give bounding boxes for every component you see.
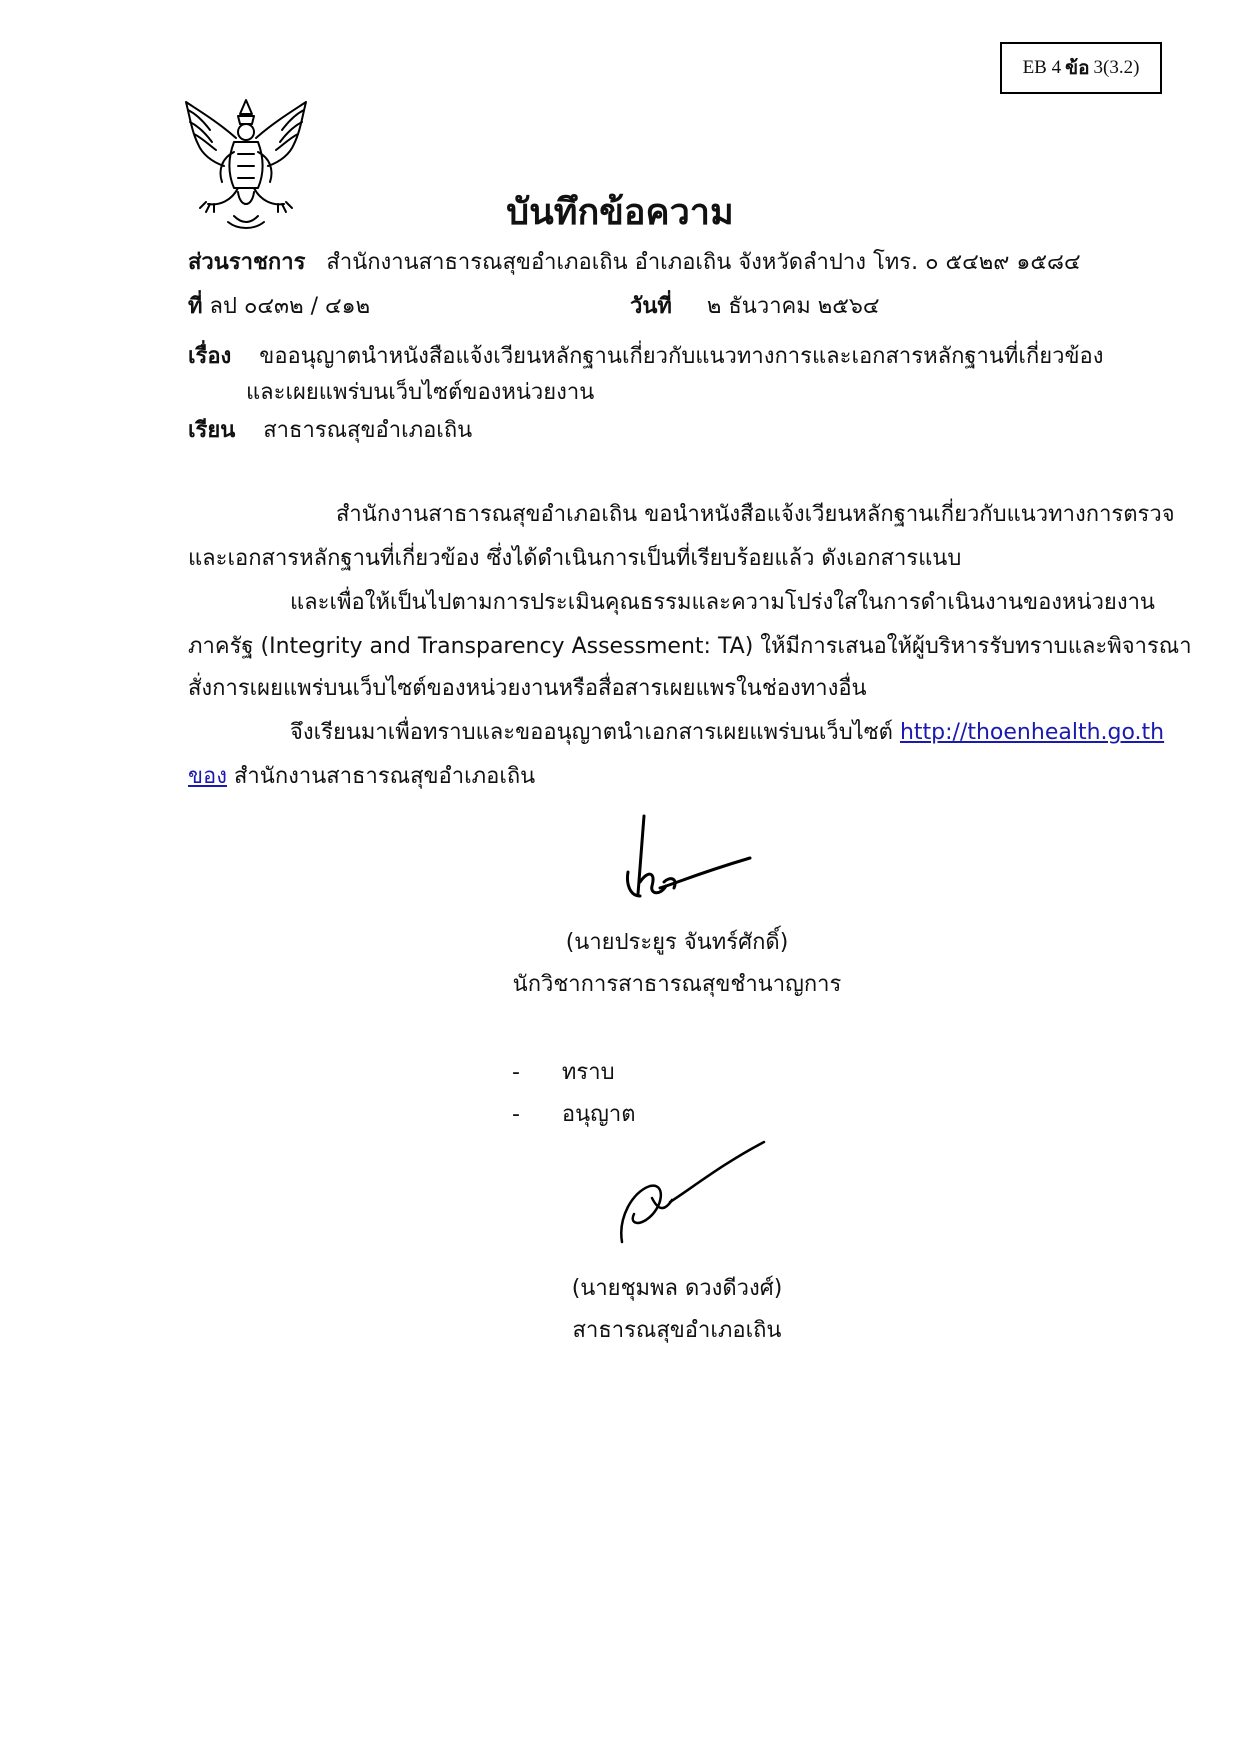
to-value: สาธารณสุขอำเภอเถิน (263, 418, 473, 443)
body-p3-line1 (290, 718, 1164, 748)
doc-number-label: ที่ (188, 294, 203, 319)
date-label: วันที่ (630, 294, 672, 319)
body-p3-line2 (188, 762, 535, 792)
signer2-name: (นายชุมพล ดวงดีวงศ์) (571, 1276, 783, 1301)
signer2-position: สาธารณสุขอำเภอเถิน (572, 1318, 782, 1343)
body-p1-line1: สำนักงานสาธารณสุขอำเภอเถิน ขอนำหนังสือแจ้งเวียนหลักฐานเกี่ยวกับแนวทางการตรวจ (336, 502, 1175, 527)
doc-number-value: ลป ๐๔๓๒ / ๔๑๒ (209, 294, 371, 319)
body-p2-line1: และเพื่อให้เป็นไปตามการประเมินคุณธรรมและความโปร่งใสในการดำเนินงานของหน่วยงาน (290, 590, 1155, 615)
date-row (630, 292, 880, 322)
website-link-continued[interactable]: ของ (188, 764, 227, 789)
decision-item (512, 1100, 636, 1130)
website-link[interactable]: http://thoenhealth.go.th (899, 720, 1165, 745)
subject-row (188, 342, 1104, 372)
body-p3-text: จึงเรียนมาเพื่อทราบและขออนุญาตนำเอกสารเผยแพร่บนเว็บไซต์ (290, 720, 893, 745)
subject-line-2: และเผยแพร่บนเว็บไซต์ของหน่วยงาน (246, 380, 595, 405)
decision-text: ทราบ (561, 1060, 615, 1085)
body-p1-line2: และเอกสารหลักฐานที่เกี่ยวข้อง ซึ่งได้ดำเนินการเป็นที่เรียบร้อยแล้ว ดังเอกสารแนบ (188, 546, 962, 571)
decision-bullet: - (512, 1102, 520, 1127)
signer2-position-row (0, 1316, 1240, 1346)
subject-label: เรื่อง (188, 344, 232, 369)
signer1-name-row (0, 928, 1240, 958)
signer1-position: นักวิชาการสาธารณสุขชำนาญการ (512, 972, 842, 997)
signer2-name-row (0, 1274, 1240, 1304)
ref-prefix: EB 4 (1022, 57, 1062, 78)
decision-text: อนุญาต (561, 1102, 636, 1127)
body-p3-agency: สำนักงานสาธารณสุขอำเภอเถิน (234, 764, 536, 789)
reference-box (1000, 42, 1162, 94)
agency-row (188, 248, 1081, 278)
decision-item (512, 1058, 615, 1088)
subject-line-1: ขออนุญาตนำหนังสือแจ้งเวียนหลักฐานเกี่ยวกับแนวทางการและเอกสารหลักฐานที่เกี่ยวข้อง (259, 344, 1104, 369)
body-p2-line2: ภาครัฐ (Integrity and Transparency Assessment: TA) ให้มีการเสนอให้ผู้บริหารรับทราบและพิจารณา (188, 634, 1192, 659)
signature-2 (612, 1138, 772, 1248)
signer1-position-row (0, 970, 1240, 1000)
signer1-name: (นายประยูร จันทร์ศักดิ์) (565, 930, 789, 955)
decision-bullet: - (512, 1060, 520, 1085)
ref-suffix: 3(3.2) (1093, 57, 1140, 78)
document-title: บันทึกข้อความ (506, 192, 734, 233)
body-p2-line3: สั่งการเผยแพร่บนเว็บไซต์ของหน่วยงานหรือสื่อสารเผยแพรในช่องทางอื่น (188, 676, 867, 701)
agency-label: ส่วนราชการ (188, 250, 306, 275)
to-row (188, 416, 472, 446)
date-value: ๒ ธันวาคม ๒๕๖๔ (706, 294, 880, 319)
to-label: เรียน (188, 418, 236, 443)
agency-value: สำนักงานสาธารณสุขอำเภอเถิน อำเภอเถิน จังหวัดลำปาง โทร. ๐ ๕๔๒๙ ๑๕๘๔ (326, 250, 1081, 275)
signature-1 (600, 812, 760, 902)
doc-number-row (188, 292, 370, 322)
ref-bold: ข้อ (1065, 58, 1090, 79)
